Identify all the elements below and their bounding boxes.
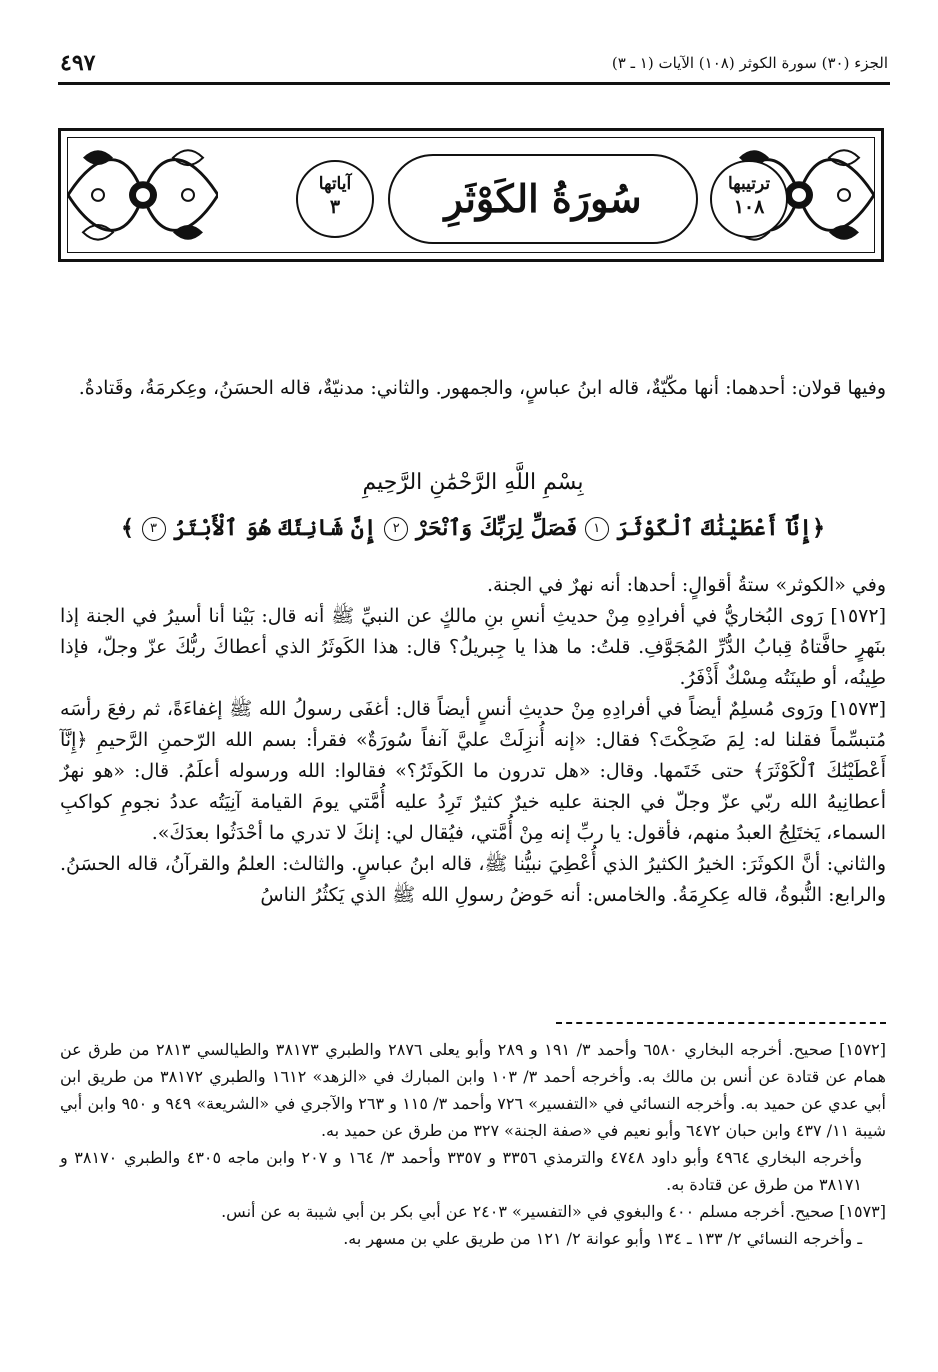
header-rule xyxy=(58,82,890,85)
verse-3: إِنَّ شَانِئَكَ هُوَ ٱلْأَبْتَرُ xyxy=(173,515,377,541)
verses-close-bracket: ﴾ xyxy=(120,515,134,541)
footnotes xyxy=(60,1036,886,1252)
banner-inner-frame xyxy=(67,137,875,253)
surah-order-medallion xyxy=(710,160,788,238)
intro-paragraph xyxy=(60,373,886,404)
commentary-paragraph-3: [١٥٧٣] ورَوى مُسلِمٌ أيضاً في أفرادِهِ مِنْ حديثِ أنسٍ أيضاً قال: أغفَى رسولُ الله ﷺ إغفاءَةً، ثم رفعَ رأسَه مُتبسِّماً فقلنا له: لِمَ ضَحِكْتَ؟ فقال: «إنه أُنزِلَتْ عليَّ آنفاً سُورَةٌ» فقرأ: بسم الله الرّحمنِ الرَّحيمِ ﴿إِنَّآ أَعْطَيْنَٰكَ ٱلْكَوْثَرَ﴾ حتى خَتَمها. وقال: «هل تدرون ما الكَوثَرُ؟» فقالوا: الله ورسوله أعلَمُ. قال: «هو نهرٌ أعطانِيهُ الله ربّي عزّ وجلّ في الجنة عليه خيرٌ كثيرٌ تَرِدُ عليه أُمَّتي يومَ القيامة آنِيَتُه عددُ نجومِ كواكبِ السماء، يَختَلِجُ العبدُ منهم، فأقول: يا ربِّ إنه مِنْ أُمَّتي، فيُقال لي: إنكَ لا تدري ما أحْدَثُوا بعدَكَ». xyxy=(60,698,886,844)
commentary xyxy=(60,570,886,911)
verse-marker-2: ٢ xyxy=(384,517,408,541)
surah-order-label: ترتيبها xyxy=(727,174,771,194)
verse-marker-3: ٣ xyxy=(142,517,166,541)
verse-marker-1: ١ xyxy=(585,517,609,541)
surah-banner xyxy=(58,128,884,262)
left-ornament-icon xyxy=(68,138,218,252)
verses-count-medallion xyxy=(296,160,374,238)
intro-text: وفيها قولان: أحدهما: أنها مكّيّةٌ، قاله ابنُ عباسٍ، والجمهور. والثاني: مدنيّةٌ، قاله الحسَنُ، وعِكرمَةُ، وقَتادةُ. xyxy=(78,377,886,399)
surah-title: سُورَةُ الكَوْثَرِ xyxy=(444,176,642,221)
running-head-title: الجزء (٣٠) سورة الكوثر (١٠٨) الآيات (١ ـ ٣) xyxy=(611,54,888,72)
page-number: ٤٩٧ xyxy=(60,50,96,76)
running-head xyxy=(60,50,888,80)
footnote-1573: [١٥٧٣] صحيح. أخرجه مسلم ٤٠٠ والبغوي في «التفسير» ٢٤٠٣ عن أبي بكر بن أبي شيبة به عن أنس. xyxy=(221,1202,886,1221)
verses-count-label: آياتها xyxy=(318,174,352,194)
footnote-1572: [١٥٧٢] صحيح. أخرجه البخاري ٦٥٨٠ وأحمد ٣/ ١٩١ و ٢٨٩ وأبو يعلى ٢٨٧٦ والطبري ٣٨١٧٣ والطيالسي ٢٨١٣ من طرق عن همام عن قتادة عن أنس بن مالك به. وأخرجه أحمد ٣/ ١٠٣ وابن المبارك في «الزهد» ١٦١٢ والطبري ٣٨١٧٢ من طريق ابن أبي عدي عن حميد به. وأخرجه النسائي في «التفسير» ٧٢٦ وأحمد ٣/ ١١٥ و ٢٦٣ والآجري في «الشريعة» ٩٤٩ و ٩٥٠ وابن أبي شيبة ١١/ ٤٣٧ وابن حبان ٦٤٧٢ وأبو نعيم في «صفة الجنة» ٣٢٧ من طرق عن حميد به. xyxy=(60,1040,887,1140)
footnote-1572-cont: وأخرجه البخاري ٤٩٦٤ وأبو داود ٤٧٤٨ والترمذي ٣٣٥٦ و ٣٣٥٧ وأحمد ٣/ ١٦٤ و ٢٠٧ وابن ماجه ٤٣٠٥ والطبري ٣٨١٧٠ و ٣٨١٧١ من طرق عن قتادة به. xyxy=(60,1148,862,1194)
verse-2: فَصَلِّ لِرَبِّكَ وَٱنْحَرْ xyxy=(415,515,578,541)
basmala: بِسْمِ اللَّهِ الرَّحْمَٰنِ الرَّحِيمِ xyxy=(362,470,584,495)
surah-order-value: ١٠٨ xyxy=(733,196,765,218)
footnote-1573-cont: ـ وأخرجه النسائي ٢/ ١٣٣ ـ ١٣٤ وأبو عوانة ٢/ ١٢١ من طريق علي بن مسهر به. xyxy=(343,1229,862,1248)
surah-title-cartouche xyxy=(388,154,698,244)
commentary-paragraph-2: [١٥٧٢] رَوى البُخاريُّ في أفرادِهِ مِنْ حديثِ أنسِ بنِ مالكٍ عن النبيِّ ﷺ أنه قال: بَيْنا أنا أسيرُ في الجنة إذا بنَهرٍ حافَّتاهُ قِبابُ الدُّرِّ المُجَوَّفِ. قلتُ: ما هذا يا جِبريلُ؟ قال: هذا الكَوثَرُ الذي أعطاكَ ربُّكَ عزّ وجلّ، فإذا طِينُه، أو طينَتُه مِسْكٌ أَذْفَرُ. xyxy=(60,605,886,689)
verse-1: ﴿إِنَّآ أَعْطَيْنَٰكَ ٱلْكَوْثَرَ xyxy=(616,515,826,541)
verses-count-value: ٣ xyxy=(329,196,341,218)
footnote-separator xyxy=(556,1022,886,1024)
commentary-paragraph-4: والثاني: أنَّ الكوثَرَ: الخيرُ الكثيرُ الذي أُعْطِيَ نبيُّنا ﷺ، قاله ابنُ عباسٍ. والثالث: العلمُ والقرآنُ، قاله الحسَنُ. والرابع: النُّبوةُ، قاله عِكرِمَةُ. والخامس: أنه حَوضُ رسولِ الله ﷺ الذي يَكثُرُ الناسُ xyxy=(60,853,886,906)
commentary-paragraph-1: وفي «الكوثر» ستةُ أقوالٍ: أحدها: أنه نهرٌ في الجنة. xyxy=(486,574,886,596)
quran-verses xyxy=(60,515,886,541)
